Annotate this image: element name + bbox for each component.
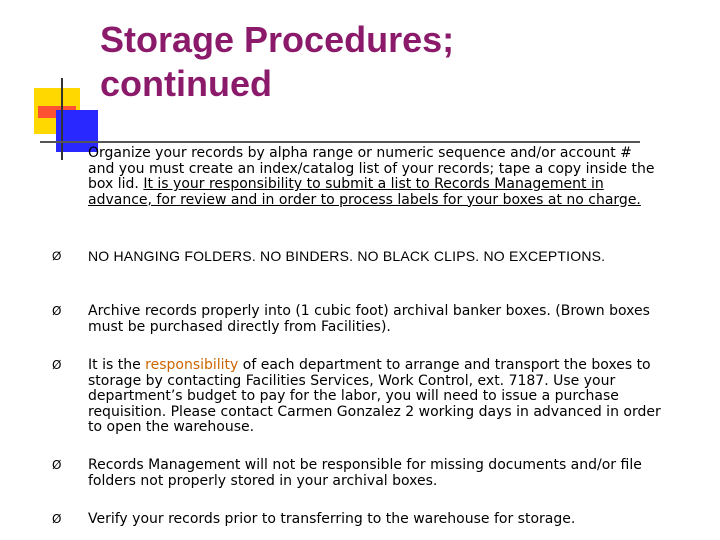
arrow-bullet-icon: Ø xyxy=(52,358,62,372)
title-line-1: Storage Procedures; xyxy=(100,19,455,60)
item-text-part: Organize your records by alpha range or numeric sequence and/or account # and you must create an index/catalog list of your records; tape a copy inside the box lid. xyxy=(88,145,655,192)
item-text: Verify your records prior to transferring to the warehouse for storage. xyxy=(88,511,576,527)
item-text: NO HANGING FOLDERS. NO BINDERS. NO BLACK CLIPS. NO EXCEPTIONS. xyxy=(88,248,606,264)
item-text: Records Management will not be responsible for missing documents and/or file folders not properly stored in your archival boxes. xyxy=(88,457,642,489)
arrow-bullet-icon: Ø xyxy=(52,458,62,472)
list-item xyxy=(52,146,662,208)
item-text-part: of each department to arrange and transport the boxes to storage by contacting Facilities Services, Work Control, ext. 7187. Use your department’s budget to pay for the labor, you will need to issue a purchase requisition. Please contact Carmen Gonzalez 2 working days in advanced in order to open the warehouse. xyxy=(88,357,661,435)
item-text xyxy=(88,358,662,436)
list-item xyxy=(52,304,662,335)
slide-title xyxy=(100,18,660,106)
list-item xyxy=(52,248,662,265)
list-item xyxy=(52,458,662,489)
item-text-part: It is the xyxy=(88,357,146,373)
title-divider xyxy=(40,141,640,143)
list-item xyxy=(52,512,662,528)
item-text-highlight: responsibility xyxy=(145,357,239,373)
list-item xyxy=(52,358,662,436)
arrow-bullet-icon: Ø xyxy=(52,249,62,263)
title-line-2: continued xyxy=(100,63,272,104)
item-text-underlined: It is your responsibility to submit a list to Records Management in advance, for review and in order to process labels for your boxes at no charge. xyxy=(88,176,641,208)
item-text: Archive records properly into (1 cubic foot) archival banker boxes. (Brown boxes must be purchased directly from Facilities). xyxy=(88,303,650,335)
arrow-bullet-icon: Ø xyxy=(52,512,62,526)
arrow-bullet-icon: Ø xyxy=(52,304,62,318)
item-text xyxy=(88,146,662,208)
